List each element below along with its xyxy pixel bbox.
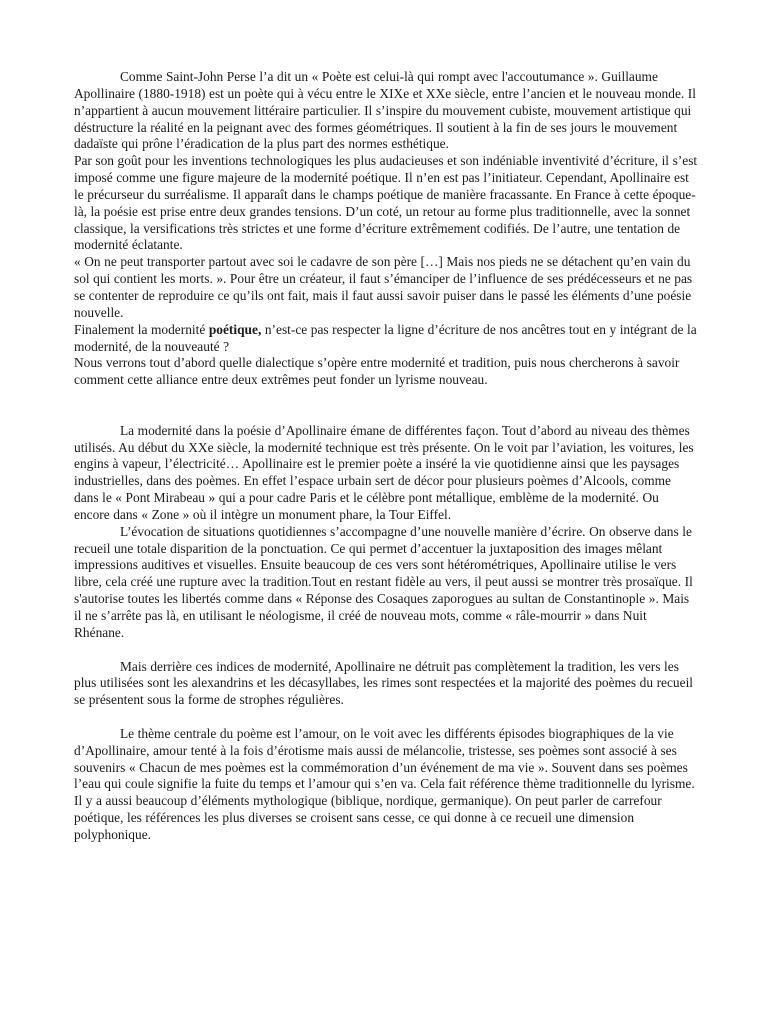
section2-paragraph-1: Le thème centrale du poème est l’amour, on le voit avec les différents épisodes biographiques de la vie d’Apollinaire, amour tenté à la fois d’érotisme mais aussi de mélancolie, tristesse, ses poèmes sont associé à ses souvenirs « Chacun de mes poèmes est la commémoration d’un événement de ma vie ». Souvent dans ses poèmes l’eau qui coule signifie la fuite du temps et l’amour qui s’en va. Cela fait référence thème traditionnelle du lyrisme.	[74, 725, 695, 792]
problematic-bold-word: poétique,	[208, 321, 262, 337]
section2-paragraph-2: Il y a aussi beaucoup d’éléments mythologique (biblique, nordique, germanique). On peut parler de carrefour poétique, les références les plus diverses se croisent sans cesse, ce qui donne à ce recueil une dimension polyphonique.	[74, 793, 662, 842]
intro-paragraph-1: Comme Saint-John Perse l’a dit un « Poète est celui-là qui rompt avec l'accoutumance ». Guillaume Apollinaire (1880-1918) est un poète qui à vécu entre le XIXe et XXe siècle, entre l’ancien et le nouveau monde. Il n’appartient à aucun mouvement littéraire particulier. Il s’inspire du mouvement cubiste, mouvement artistique qui déstructure la réalité en la peignant avec des formes géométriques. Il soutient à la fin de ses jours le mouvement dadaïste qui prône l’éradication de la plus part des normes esthétique.	[74, 69, 696, 152]
problematic-text-start: Finalement la modernité	[74, 321, 209, 337]
problematic-paragraph	[74, 322, 698, 356]
section1-paragraph-1: La modernité dans la poésie d’Apollinaire émane de différentes façon. Tout d’abord au niveau des thèmes utilisés. Au début du XXe siècle, la modernité technique est très présente. On le voit par l’aviation, les voitures, les engins à vapeur, l’électricité… Apollinaire est le premier poète a inséré la vie quotidienne ainsi que les paysages industrielles, dans des poèmes. En effet l’espace urbain sert de décor pour plusieurs poèmes d’Alcools, comme dans le « Pont Mirabeau » qui a pour cadre Paris et le célèbre pont métallique, emblème de la modernité. Ou encore dans « Zone » où il intègre un monument phare, la Tour Eiffel.	[74, 422, 694, 522]
section-spacer	[74, 389, 698, 423]
section1-paragraph-2: L’évocation de situations quotidiennes s’accompagne d’une nouvelle manière d’écrire. On observe dans le recueil une totale disparition de la ponctuation. Ce qui permet d’accentuer la juxtaposition des images mêlant impressions auditives et visuelles. Ensuite beaucoup de ces vers sont hétérométriques, Apollinaire utilise le vers libre, cela créé une rupture avec la tradition.Tout en restant fidèle au vers, il peut aussi se montrer très prosaïque. Il s'autorise toutes les libertés comme dans « Réponse des Cosaques zaporogues au sultan de Constantinople ». Mais il ne s’arrête pas là, en utilisant le néologisme, il créé de nouveau mots, comme « râle-mourrir » dans Nuit Rhénane.	[74, 523, 693, 640]
paragraph-spacer	[74, 642, 698, 659]
intro-quote-paragraph: « On ne peut transporter partout avec soi le cadavre de son père […] Mais nos pieds ne se détachent qu’en vain du sol qui contient les morts. ». Pour être un créateur, il faut s’émanciper de l’influence de ses prédécesseurs et ne pas se contenter de reproduire ce qu’ils ont fait, mais il faut aussi savoir puiser dans le passé les éléments d’une poésie nouvelle.	[74, 254, 693, 320]
plan-paragraph: Nous verrons tout d’abord quelle dialectique s’opère entre modernité et tradition, puis nous chercherons à savoir comment cette alliance entre deux extrêmes peut fonder un lyrisme nouveau.	[74, 355, 680, 388]
paragraph-spacer	[74, 709, 698, 726]
intro-paragraph-2: Par son goût pour les inventions technologiques les plus audacieuses et son indéniable inventivité d’écriture, il s’est imposé comme une figure majeure de la modernité poétique. Il n’en est pas l’initiateur. Cependant, Apollinaire est le précurseur du surréalisme. Il apparaît dans le champs poétique de manière fracassante. En France à cette époque-là, la poésie est prise entre deux grandes tensions. D’un coté, un retour au forme plus traditionnelle, avec la sonnet classique, la versifications très strictes et une forme d’écriture extrêmement codifiés. De l’autre, une tentation de modernité éclatante.	[74, 153, 698, 253]
problematic-text-end: n’est-ce pas respecter la ligne d’écriture de nos ancêtres tout en y intégrant de la modernité, de la nouveauté ?	[74, 321, 697, 354]
section1-paragraph-3: Mais derrière ces indices de modernité, Apollinaire ne détruit pas complètement la tradition, les vers les plus utilisées sont les alexandrins et les décasyllabes, les rimes sont respectées et la majorité des poèmes du recueil se présentent sous la forme de strophes régulières.	[74, 658, 694, 708]
